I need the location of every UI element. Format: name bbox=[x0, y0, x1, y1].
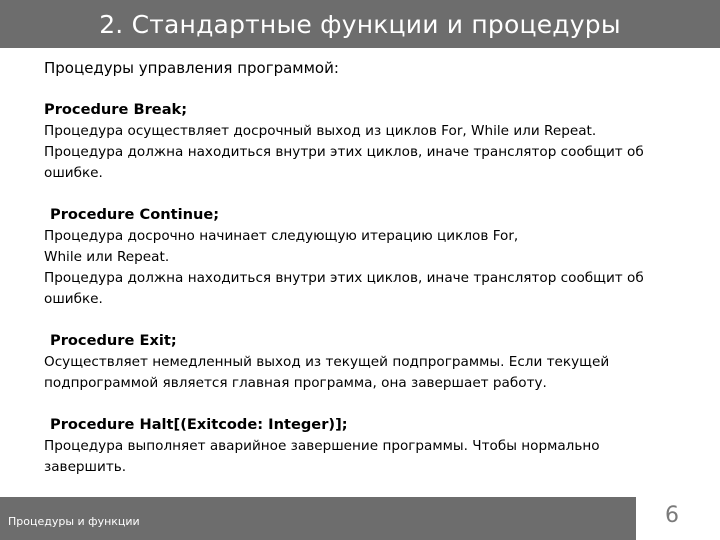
section-break bbox=[44, 99, 684, 184]
section-heading: Procedure Continue; bbox=[50, 206, 220, 223]
section-line: Осуществляет немедленный выход из текущей подпрограммы. Если текущей подпрограммой является главная программа, она завершает работу. bbox=[44, 354, 610, 391]
intro-text: Процедуры управления программой: bbox=[44, 59, 339, 77]
section-halt bbox=[44, 414, 684, 478]
section-line: Процедура досрочно начинает следующую итерацию циклов For, bbox=[44, 228, 519, 244]
section-heading: Procedure Break; bbox=[44, 101, 188, 118]
slide-content bbox=[44, 58, 684, 498]
section-exit bbox=[44, 330, 684, 394]
slide-title: 2. Стандартные функции и процедуры bbox=[99, 9, 621, 39]
footer-bar bbox=[0, 497, 636, 540]
section-heading: Procedure Halt[(Exitcode: Integer)]; bbox=[50, 416, 348, 433]
section-line: While или Repeat. bbox=[44, 249, 170, 265]
footer-label: Процедуры и функции bbox=[8, 515, 140, 528]
section-line: Процедура осуществляет досрочный выход из циклов For, While или Repeat. bbox=[44, 123, 597, 139]
section-line: Процедура должна находиться внутри этих циклов, иначе транслятор сообщит об ошибке. bbox=[44, 144, 644, 181]
section-heading: Procedure Exit; bbox=[50, 332, 177, 349]
page-number: 6 bbox=[665, 503, 679, 528]
title-bar bbox=[0, 0, 720, 48]
section-line: Процедура выполняет аварийное завершение программы. Чтобы нормально завершить. bbox=[44, 438, 600, 475]
section-line: Процедура должна находиться внутри этих циклов, иначе транслятор сообщит об ошибке. bbox=[44, 270, 644, 307]
section-continue bbox=[44, 204, 684, 310]
